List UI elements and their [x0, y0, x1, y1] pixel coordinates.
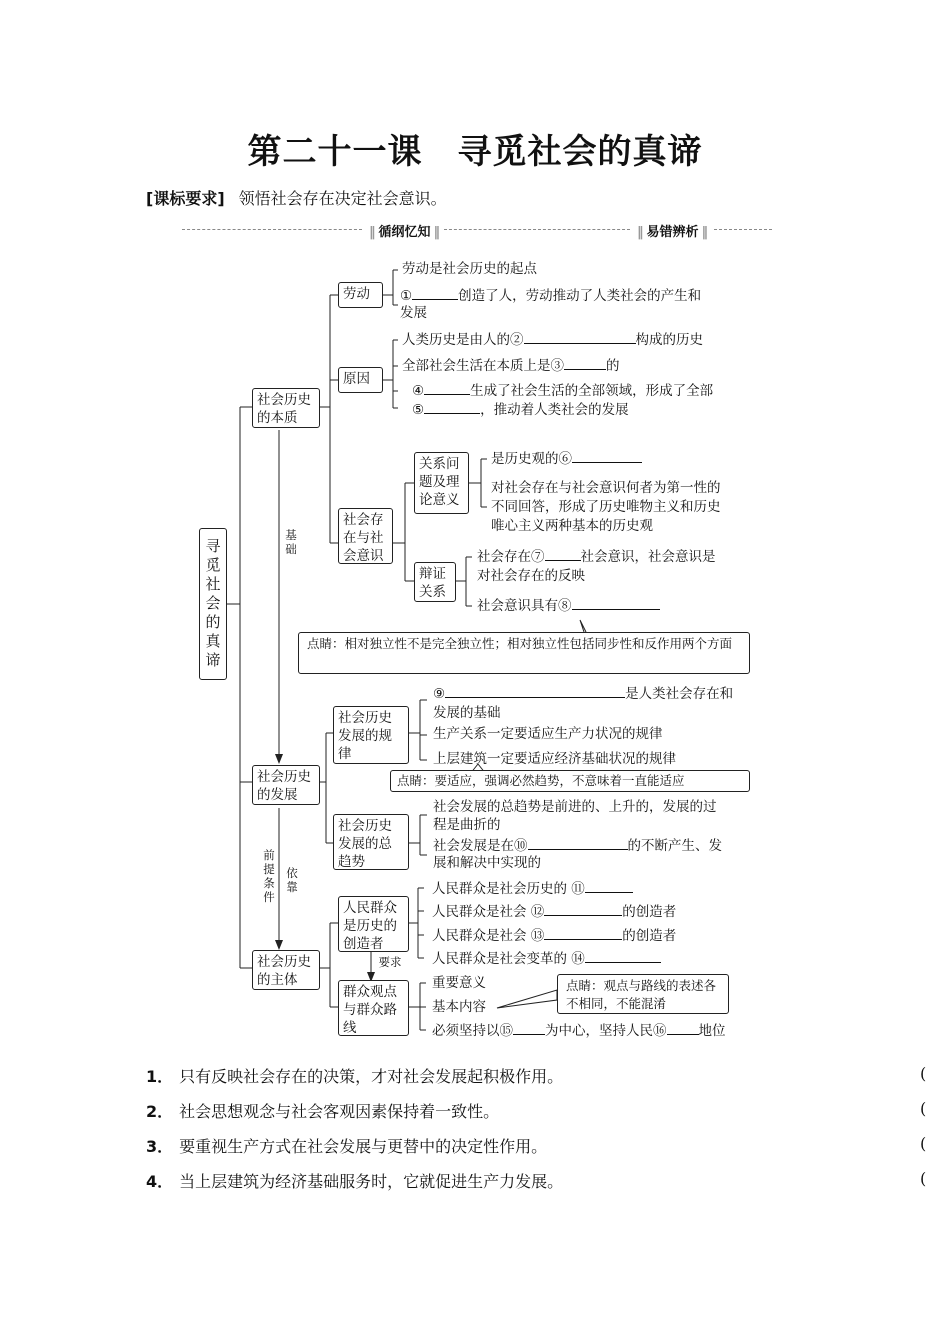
question-3: 3． 要重视生产方式在社会发展与更替中的决定性作用。 [146, 1137, 548, 1156]
node-development: 社会历史的发展 [252, 765, 320, 805]
people-item-4: 人民群众是社会变革的 ⑭ [432, 949, 661, 969]
question-1: 1． 只有反映社会存在的决策，才对社会发展起积极作用。 [146, 1067, 564, 1086]
answer-paren-3: ( [920, 1134, 927, 1153]
note-adaptation: 点睛：要适应，强调必然趋势，不意味着一直能适应 [390, 770, 750, 792]
answer-paren-2: ( [920, 1099, 927, 1118]
root-node [199, 528, 227, 680]
dialectic-item-1: 社会存在⑦ 社会意识，社会意识是 [477, 549, 716, 565]
people-item-3: 人民群众是社会 ⑬ 的创造者 [432, 928, 677, 944]
node-existence: 社会存在与社会意识 [338, 508, 393, 564]
note-relative-independence: 点睛：相对独立性不是完全独立性；相对独立性包括同步性和反作用两个方面 [298, 632, 750, 674]
section-tag-errors: ‖ 易错辨析 ‖ [634, 221, 711, 240]
people-item-2: 人民群众是社会 ⑫ 的创造者 [432, 904, 677, 920]
requirement-label: [课标要求] [146, 189, 225, 208]
relation-item-1: 是历史观的⑥ [491, 449, 642, 469]
label-require: 要求 [378, 955, 402, 969]
mass-item-2: 基本内容 [432, 999, 486, 1015]
node-subject: 社会历史的主体 [252, 950, 320, 990]
node-trend: 社会历史发展的总趋势 [333, 814, 409, 870]
answer-paren-1: ( [920, 1064, 927, 1083]
law-item-1: ⑨ 是人类社会存在和 [433, 686, 734, 702]
node-essence: 社会历史的本质 [252, 388, 320, 428]
cause-item-2: 全部社会生活在本质上是③ 的 [402, 358, 620, 374]
mass-item-3: 必须坚持以⑮ 为中心，坚持人民⑯ 地位 [432, 1023, 726, 1039]
cause-item-3: ④ 生成了社会生活的全部领域，形成了全部 [412, 383, 714, 399]
node-mass: 群众观点与群众路线 [338, 980, 409, 1036]
trend-item-1: 社会发展的总趋势是前进的、上升的，发展的过 [433, 799, 717, 815]
relation-item-3: 不同回答，形成了历史唯物主义和历史 [491, 499, 721, 515]
labor-item-1: 劳动是社会历史的起点 [402, 261, 537, 277]
people-item-1: 人民群众是社会历史的 ⑪ [432, 879, 633, 899]
dialectic-item-2: 对社会存在的反映 [477, 568, 585, 584]
section-tag-outline: ‖ 循纲忆知 ‖ [366, 221, 443, 240]
node-people: 人民群众是历史的创造者 [338, 896, 409, 952]
question-2: 2． 社会思想观念与社会客观因素保持着一致性。 [146, 1102, 500, 1121]
node-relation: 关系问题及理论意义 [414, 452, 469, 514]
relation-item-2: 对社会存在与社会意识何者为第一性的 [491, 480, 721, 496]
law-item-4: 上层建筑一定要适应经济基础状况的规律 [433, 751, 676, 767]
law-item-2: 发展的基础 [433, 705, 501, 721]
trend-item-2: 程是曲折的 [433, 817, 501, 833]
answer-paren-4: ( [920, 1169, 927, 1188]
page-title: 第二十一课 寻觅社会的真谛 [247, 132, 703, 172]
node-dialectic: 辩证关系 [414, 562, 456, 602]
mass-item-1: 重要意义 [432, 975, 486, 991]
note-mass-line: 点睛：观点与路线的表述各不相同，不能混淆 [557, 974, 729, 1014]
dialectic-item-3: 社会意识具有⑧ [477, 596, 660, 616]
node-labor: 劳动 [338, 282, 383, 308]
relation-item-4: 唯心主义两种基本的历史观 [491, 518, 653, 534]
node-law: 社会历史发展的规律 [333, 706, 409, 764]
label-rely: 依靠 [286, 866, 298, 894]
root-label: 寻觅社会的真谛 [205, 537, 221, 669]
cause-item-4: ⑤ ，推动着人类社会的发展 [412, 402, 629, 418]
trend-item-4: 展和解决中实现的 [433, 855, 541, 871]
label-basis: 基础 [285, 528, 297, 556]
requirement-text: 领悟社会存在决定社会意识。 [238, 189, 447, 208]
law-item-3: 生产关系一定要适应生产力状况的规律 [433, 726, 663, 742]
labor-item-2: ① 创造了人，劳动推动了人类社会的产生和 [400, 288, 702, 304]
node-cause: 原因 [338, 367, 383, 393]
labor-item-3: 发展 [400, 305, 427, 321]
cause-item-1: 人类历史是由人的② 构成的历史 [402, 332, 703, 348]
trend-item-3: 社会发展是在⑩ 的不断产生、发 [433, 838, 722, 854]
question-4: 4． 当上层建筑为经济基础服务时，它就促进生产力发展。 [146, 1172, 564, 1191]
label-premise: 前提条件 [263, 848, 275, 904]
